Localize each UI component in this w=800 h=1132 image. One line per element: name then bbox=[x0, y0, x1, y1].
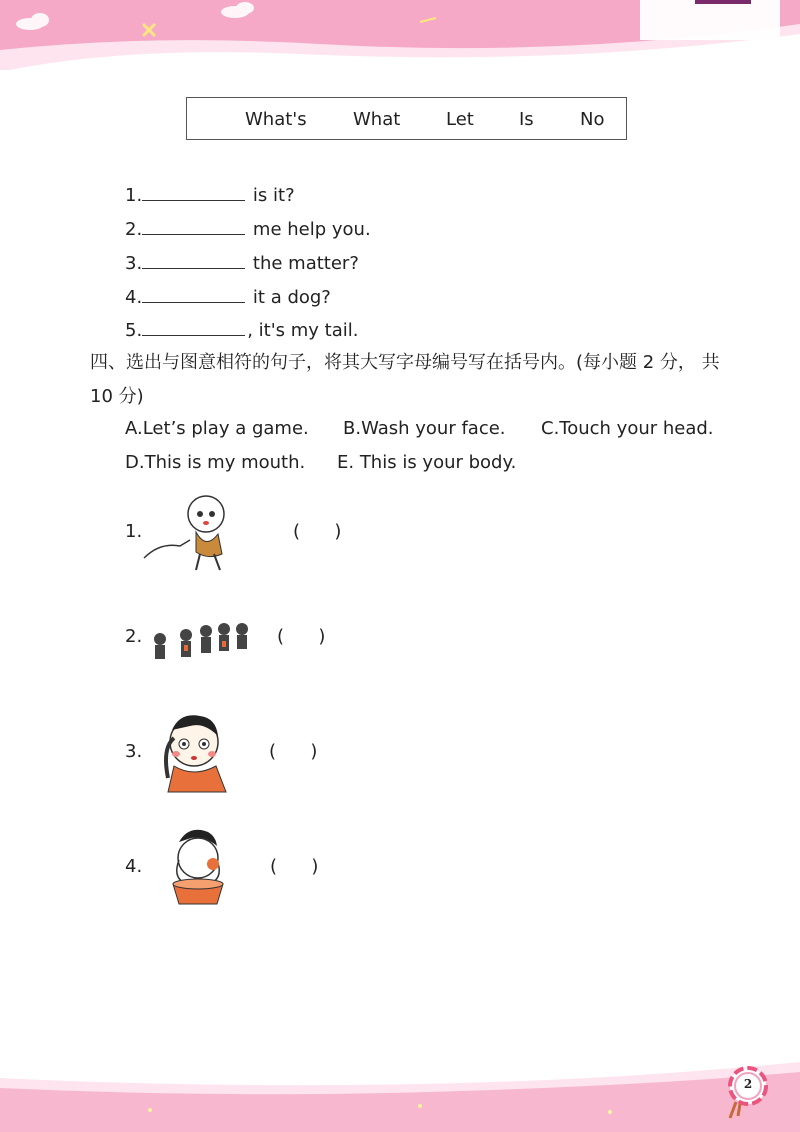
word-bank-item: Is bbox=[519, 109, 534, 130]
item-text: is it? bbox=[247, 185, 295, 206]
item-text: me help you. bbox=[247, 219, 371, 240]
answer-parentheses[interactable]: ( ) bbox=[293, 521, 342, 542]
word-bank-item: No bbox=[580, 109, 605, 130]
item-number: 2. bbox=[125, 219, 143, 240]
baby-pointing-illustration bbox=[140, 490, 240, 575]
section-title: 四、选出与图意相符的句子，将其大写字母编号写在括号内。(每小题 2 分， 共 10 分) bbox=[90, 352, 720, 407]
option-e: E. This is your body. bbox=[337, 452, 517, 473]
answer-blank[interactable] bbox=[142, 284, 245, 303]
question-number: 3. bbox=[125, 741, 143, 762]
option-d: D.This is my mouth. bbox=[125, 452, 306, 473]
option-a: A.Let’s play a game. bbox=[125, 418, 309, 439]
child-washing-face-illustration bbox=[165, 826, 230, 908]
page-number-badge bbox=[726, 1066, 770, 1120]
child-touching-head-illustration bbox=[160, 708, 235, 793]
item-number: 5. bbox=[125, 320, 143, 341]
fill-blank-item bbox=[125, 250, 359, 274]
header-decoration bbox=[0, 0, 800, 70]
word-bank-box bbox=[186, 97, 627, 140]
word-bank-item: Let bbox=[446, 109, 474, 130]
answer-parentheses[interactable]: ( ) bbox=[277, 626, 326, 647]
option-b: B.Wash your face. bbox=[343, 418, 506, 439]
page-number: 2 bbox=[743, 1077, 753, 1091]
answer-parentheses[interactable]: ( ) bbox=[270, 856, 319, 877]
item-number: 3. bbox=[125, 253, 143, 274]
fill-blank-item bbox=[125, 216, 371, 240]
fill-blank-item bbox=[125, 284, 331, 308]
fill-blank-item bbox=[125, 182, 295, 206]
option-c: C.Touch your head. bbox=[541, 418, 714, 439]
question-number: 2. bbox=[125, 626, 143, 647]
item-text: , it's my tail. bbox=[247, 320, 359, 341]
word-bank-item: What's bbox=[245, 109, 307, 130]
answer-blank[interactable] bbox=[142, 182, 245, 201]
answer-blank[interactable] bbox=[142, 317, 245, 336]
answer-parentheses[interactable]: ( ) bbox=[269, 741, 318, 762]
question-number: 1. bbox=[125, 521, 143, 542]
children-playing-illustration bbox=[148, 617, 253, 669]
item-text: it a dog? bbox=[247, 287, 331, 308]
item-text: the matter? bbox=[247, 253, 359, 274]
item-number: 4. bbox=[125, 287, 143, 308]
fill-blank-item bbox=[125, 317, 358, 341]
answer-blank[interactable] bbox=[142, 250, 245, 269]
answer-blank[interactable] bbox=[142, 216, 245, 235]
page-badge-ring bbox=[726, 1066, 770, 1120]
footer-decoration bbox=[0, 1050, 800, 1132]
question-number: 4. bbox=[125, 856, 143, 877]
word-bank-item: What bbox=[353, 109, 401, 130]
item-number: 1. bbox=[125, 185, 143, 206]
